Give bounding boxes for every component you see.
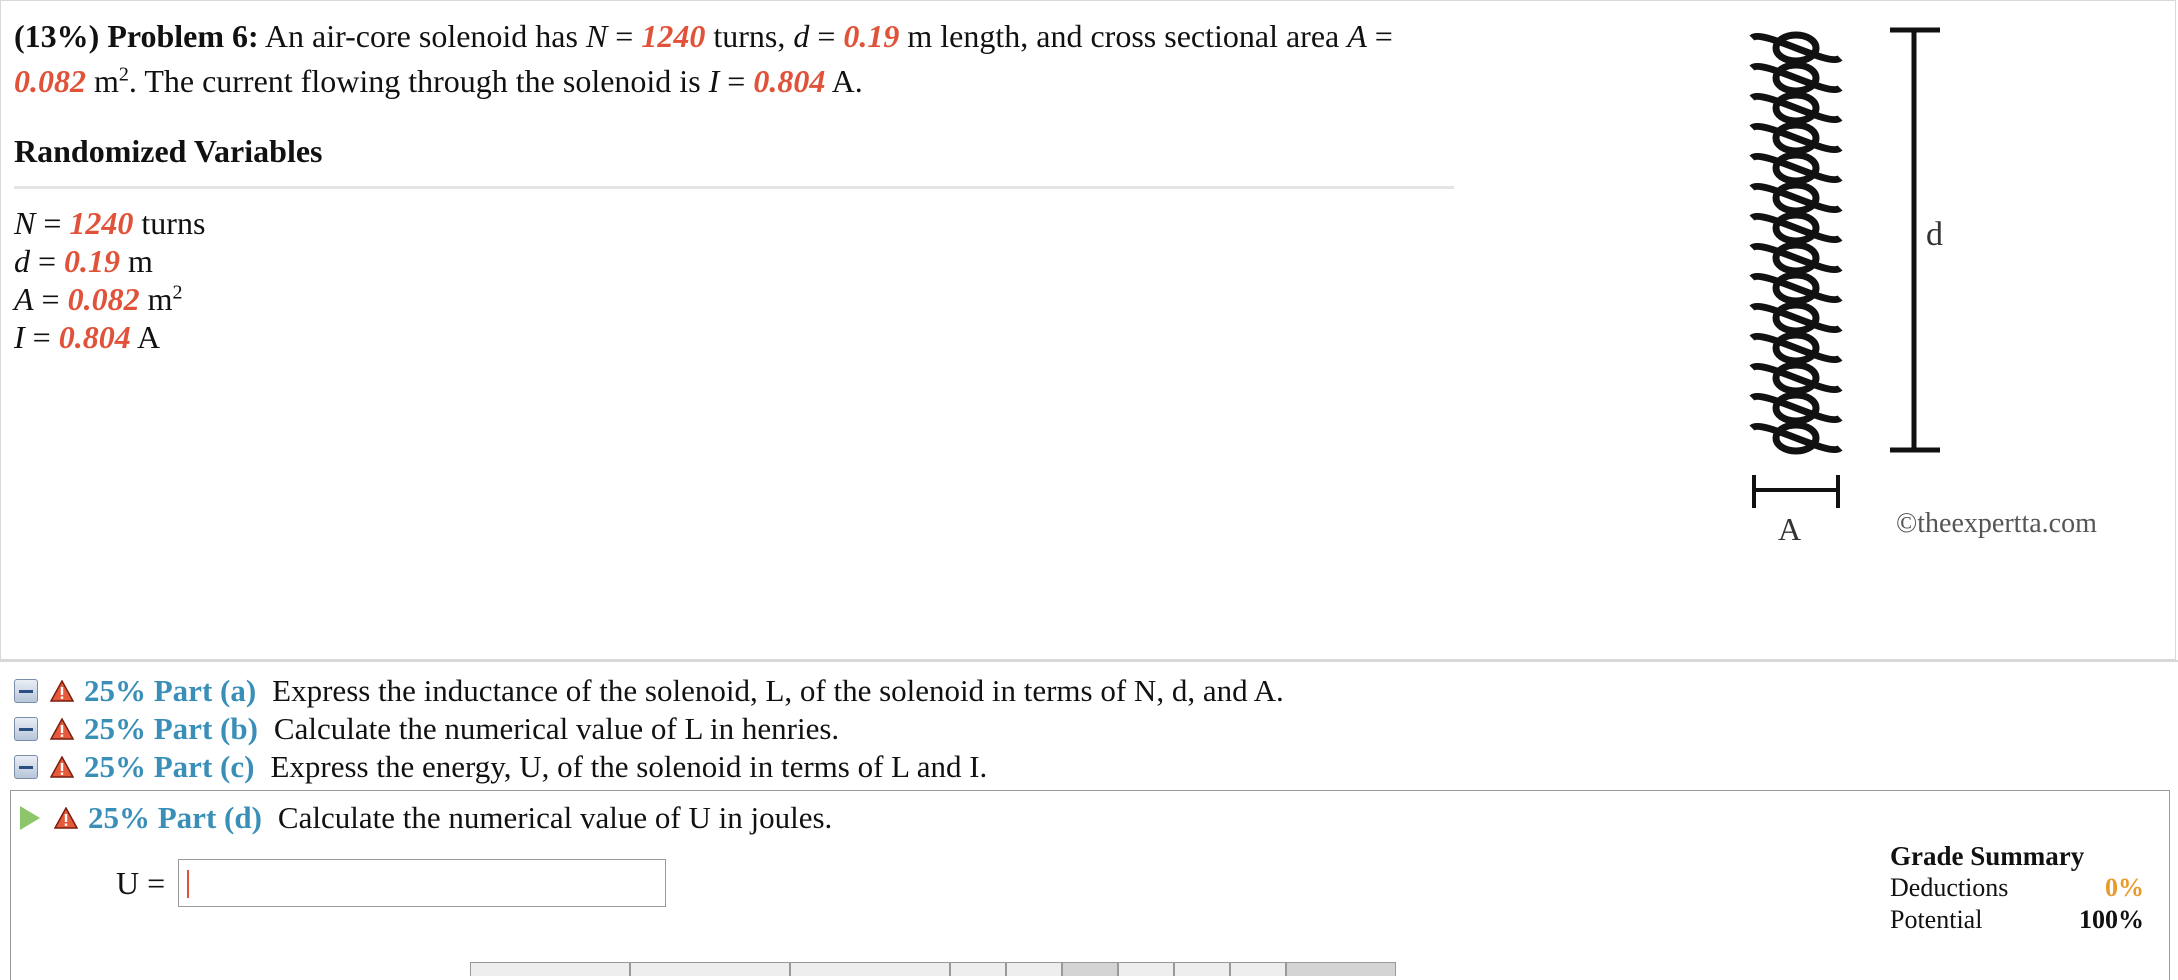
coil-wire	[1752, 126, 1840, 149]
problem-statement: (13%) Problem 6: An air-core solenoid has N = 1240 turns, d = 0.19 m length, and cross sectional area A = 0.082 $m^2$. The current flowing through the solenoid is I = 0.804 A.	[14, 18, 1393, 99]
text-cursor	[187, 870, 189, 898]
divider	[14, 186, 1454, 189]
deductions-row	[1890, 872, 2144, 904]
potential-label: Potential	[1890, 905, 1983, 934]
deductions-label: Deductions	[1890, 873, 2009, 902]
keypad-key[interactable]	[790, 962, 950, 976]
warning-icon	[50, 680, 74, 702]
part-b-row[interactable]	[14, 710, 1284, 748]
answer-label: U =	[116, 865, 166, 901]
var-sym: A	[14, 281, 34, 317]
variable-row: d = 0.19 m	[14, 243, 153, 279]
coil-wire	[1752, 36, 1840, 59]
keypad-key[interactable]	[1006, 962, 1062, 976]
keypad-key[interactable]	[630, 962, 790, 976]
var-sym: I	[14, 319, 25, 355]
coil-wire	[1752, 66, 1840, 89]
var-unit: m	[147, 281, 173, 317]
solenoid-diagram	[1730, 20, 2170, 560]
collapse-icon[interactable]	[14, 755, 38, 779]
part-label[interactable]: 25% Part (c)	[84, 749, 255, 784]
unit-m: m	[94, 63, 119, 99]
section-divider	[0, 660, 2178, 662]
potential-row	[1890, 904, 2144, 936]
keypad-key[interactable]	[1118, 962, 1174, 976]
coil-wire	[1752, 96, 1840, 119]
var-value: 0.19	[64, 243, 121, 279]
value-d: 0.19	[843, 18, 900, 54]
value-N: 1240	[641, 18, 706, 54]
part-text: Calculate the numerical value of L in henries.	[273, 711, 840, 746]
randomized-variables-title: Randomized Variables	[14, 133, 323, 169]
coil-wire	[1752, 396, 1840, 419]
coil-wire	[1752, 186, 1840, 209]
sym-I: I	[708, 63, 720, 99]
part-text: Express the inductance of the solenoid, L, of the solenoid in terms of N, d, and A.	[272, 673, 1284, 708]
part-c-row[interactable]	[14, 748, 1284, 786]
play-arrow-icon[interactable]	[20, 806, 40, 830]
var-unit: m	[128, 243, 153, 279]
keypad-key[interactable]	[950, 962, 1006, 976]
coil-wire	[1752, 336, 1840, 359]
sym-A: A	[1347, 18, 1367, 54]
collapse-icon[interactable]	[14, 679, 38, 703]
deductions-value: 0%	[2105, 873, 2144, 902]
A-dimension-line	[1754, 475, 1838, 508]
grade-summary	[1890, 840, 2144, 936]
value-A: 0.082	[14, 63, 86, 99]
keypad-key[interactable]	[1062, 962, 1118, 976]
part-text: Calculate the numerical value of U in joules.	[277, 800, 833, 835]
unit-A: A.	[831, 63, 863, 99]
var-unit: turns	[141, 205, 206, 241]
answer-input[interactable]	[178, 859, 666, 907]
var-sym: d	[14, 243, 30, 279]
problem-label: Problem 6:	[107, 18, 259, 54]
variable-row: I = 0.804 A	[14, 319, 161, 355]
keypad-key[interactable]	[470, 962, 630, 976]
keypad-key[interactable]	[1286, 962, 1396, 976]
coil-wire	[1752, 276, 1840, 299]
var-sym: N	[14, 205, 36, 241]
var-value: 0.082	[67, 281, 140, 317]
sym-d: d	[793, 18, 810, 54]
grade-summary-title: Grade Summary	[1890, 841, 2085, 871]
warning-icon	[54, 807, 78, 829]
var-value: 0.804	[58, 319, 131, 355]
part-a-row[interactable]	[14, 672, 1284, 710]
warning-icon	[50, 718, 74, 740]
value-I: 0.804	[753, 63, 826, 99]
coil-wire	[1752, 216, 1840, 239]
parts-list	[14, 672, 1284, 786]
coil-wire	[1752, 306, 1840, 329]
d-label: d	[1926, 216, 1943, 253]
length-text: m length, and cross sectional area	[907, 18, 1340, 54]
coil-wire	[1752, 426, 1840, 449]
problem-weight: (13%)	[14, 18, 100, 54]
var-value: 1240	[69, 205, 134, 241]
var-sup: 2	[172, 281, 183, 304]
turns-text: turns,	[713, 18, 786, 54]
variable-row: A = 0.082 $m^2$	[14, 281, 183, 317]
part-label[interactable]: 25% Part (b)	[84, 711, 258, 746]
variable-row: N = 1240 turns	[14, 205, 206, 241]
current-text: . The current flowing through the solenoid is	[128, 63, 701, 99]
coil-wire	[1752, 156, 1840, 179]
coil-wire	[1752, 366, 1840, 389]
A-label: A	[1778, 511, 1802, 547]
problem-intro: An air-core solenoid has	[264, 18, 578, 54]
warning-icon	[50, 756, 74, 778]
part-label[interactable]: 25% Part (a)	[84, 673, 257, 708]
collapse-icon[interactable]	[14, 717, 38, 741]
var-unit: A	[136, 319, 161, 355]
keypad-key[interactable]	[1230, 962, 1286, 976]
potential-value: 100%	[2079, 905, 2144, 934]
randomized-variables-list	[14, 204, 205, 356]
sym-N: N	[585, 18, 608, 54]
keypad-key[interactable]	[1174, 962, 1230, 976]
part-label[interactable]: 25% Part (d)	[88, 800, 262, 835]
part-d-row[interactable]	[18, 797, 832, 839]
coil-wire	[1752, 246, 1840, 269]
copyright-text: ©theexpertta.com	[1896, 508, 2097, 539]
part-text: Express the energy, U, of the solenoid in terms of L and I.	[270, 749, 988, 784]
solenoid-coils	[1752, 35, 1840, 451]
keypad-top-edge	[470, 962, 1396, 976]
